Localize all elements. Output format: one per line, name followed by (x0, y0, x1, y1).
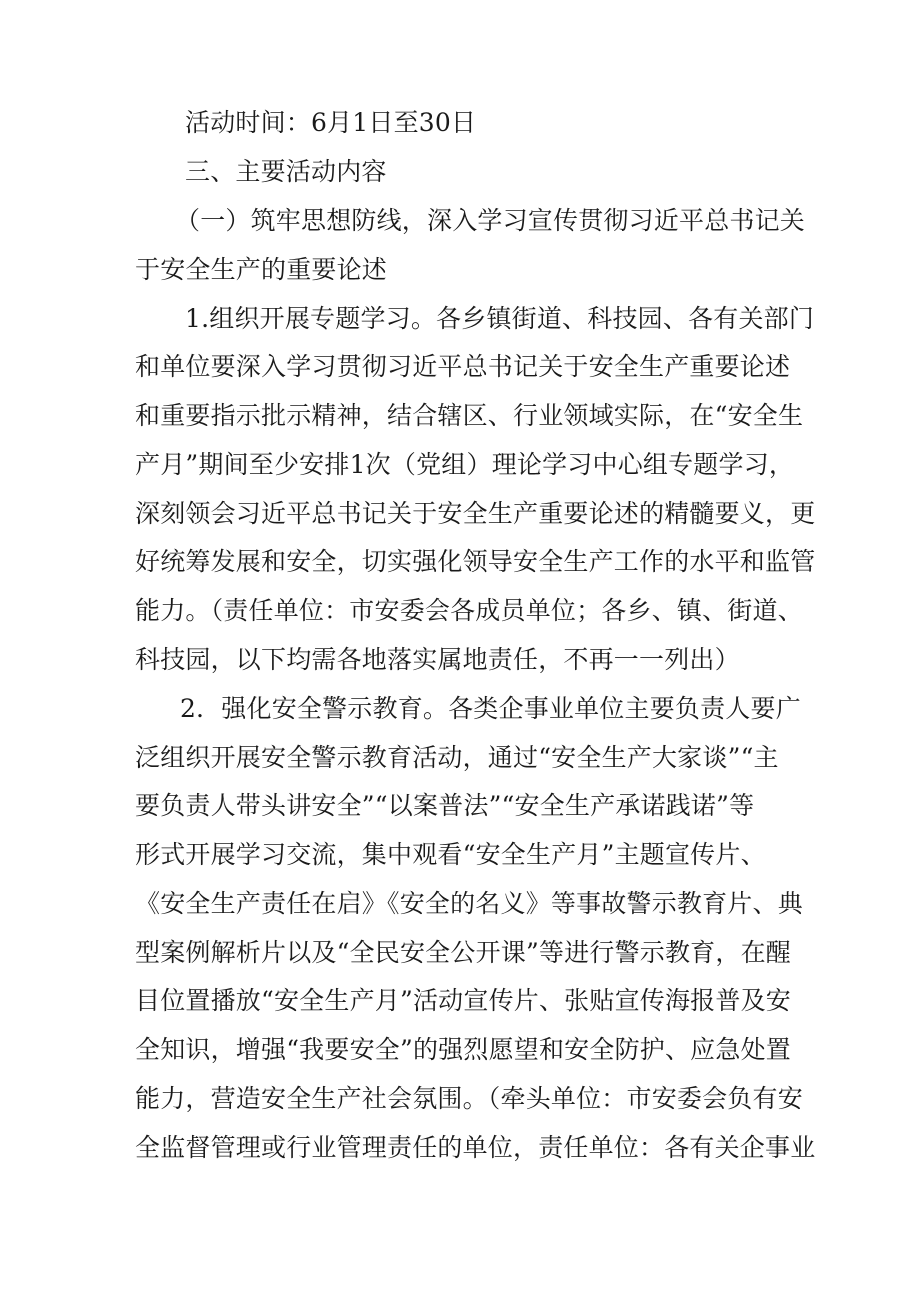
paragraph-1-line-6: 好统筹发展和安全，切实强化领导安全生产工作的水平和监管 (135, 547, 816, 576)
subsection-heading-line-1: （一）筑牢思想防线，深入学习宣传贯彻习近平总书记关 (175, 206, 806, 235)
paragraph-2-line-3: 要负责人带头讲安全”“以案普法”“安全生产承诺践诺”等 (135, 791, 755, 820)
paragraph-1-line-7: 能力。（责任单位：市安委会各成员单位；各乡、镇、街道、 (135, 596, 803, 625)
paragraph-2-line-4: 形式开展学习交流，集中观看“安全生产月”主题宣传片、 (135, 840, 766, 869)
paragraph-2-line-5: 《安全生产责任在启》《安全的名义》等事故警示教育片、典 (135, 889, 803, 918)
subsection-heading-line-2: 于安全生产的重要论述 (135, 255, 388, 284)
section-heading: 三、主要活动内容 (185, 157, 387, 186)
activity-time-line: 活动时间：6月1日至30日 (185, 108, 477, 137)
paragraph-1-line-8: 科技园，以下均需各地落实属地责任，不再一一列出） (135, 645, 740, 674)
paragraph-2-line-9: 能力，营造安全生产社会氛围。（牵头单位：市安委会负有安 (135, 1084, 803, 1113)
paragraph-2-line-1: 2．强化安全警示教育。各类企事业单位主要负责人要广 (180, 694, 801, 723)
paragraph-2-line-6: 型案例解析片以及“全民安全公开课”等进行警示教育，在醒 (135, 938, 791, 967)
paragraph-1-line-5: 深刻领会习近平总书记关于安全生产重要论述的精髓要义，更 (135, 499, 816, 528)
paragraph-1-line-4: 产月”期间至少安排1次（党组）理论学习中心组专题学习， (135, 450, 795, 479)
paragraph-2-line-2: 泛组织开展安全警示教育活动，通过“安全生产大家谈”“主 (135, 743, 779, 772)
paragraph-1-line-3: 和重要指示批示精神，结合辖区、行业领域实际，在“安全生 (135, 401, 804, 430)
paragraph-1-line-1: 1.组织开展专题学习。各乡镇街道、科技园、各有关部门 (185, 304, 815, 333)
paragraph-2-line-8: 全知识，增强“我要安全”的强烈愿望和安全防护、应急处置 (135, 1035, 791, 1064)
paragraph-2-line-10: 全监督管理或行业管理责任的单位，责任单位：各有关企事业 (135, 1133, 816, 1162)
paragraph-1-line-2: 和单位要深入学习贯彻习近平总书记关于安全生产重要论述 (135, 352, 791, 381)
paragraph-2-line-7: 目位置播放“安全生产月”活动宣传片、张贴宣传海报普及安 (135, 986, 791, 1015)
